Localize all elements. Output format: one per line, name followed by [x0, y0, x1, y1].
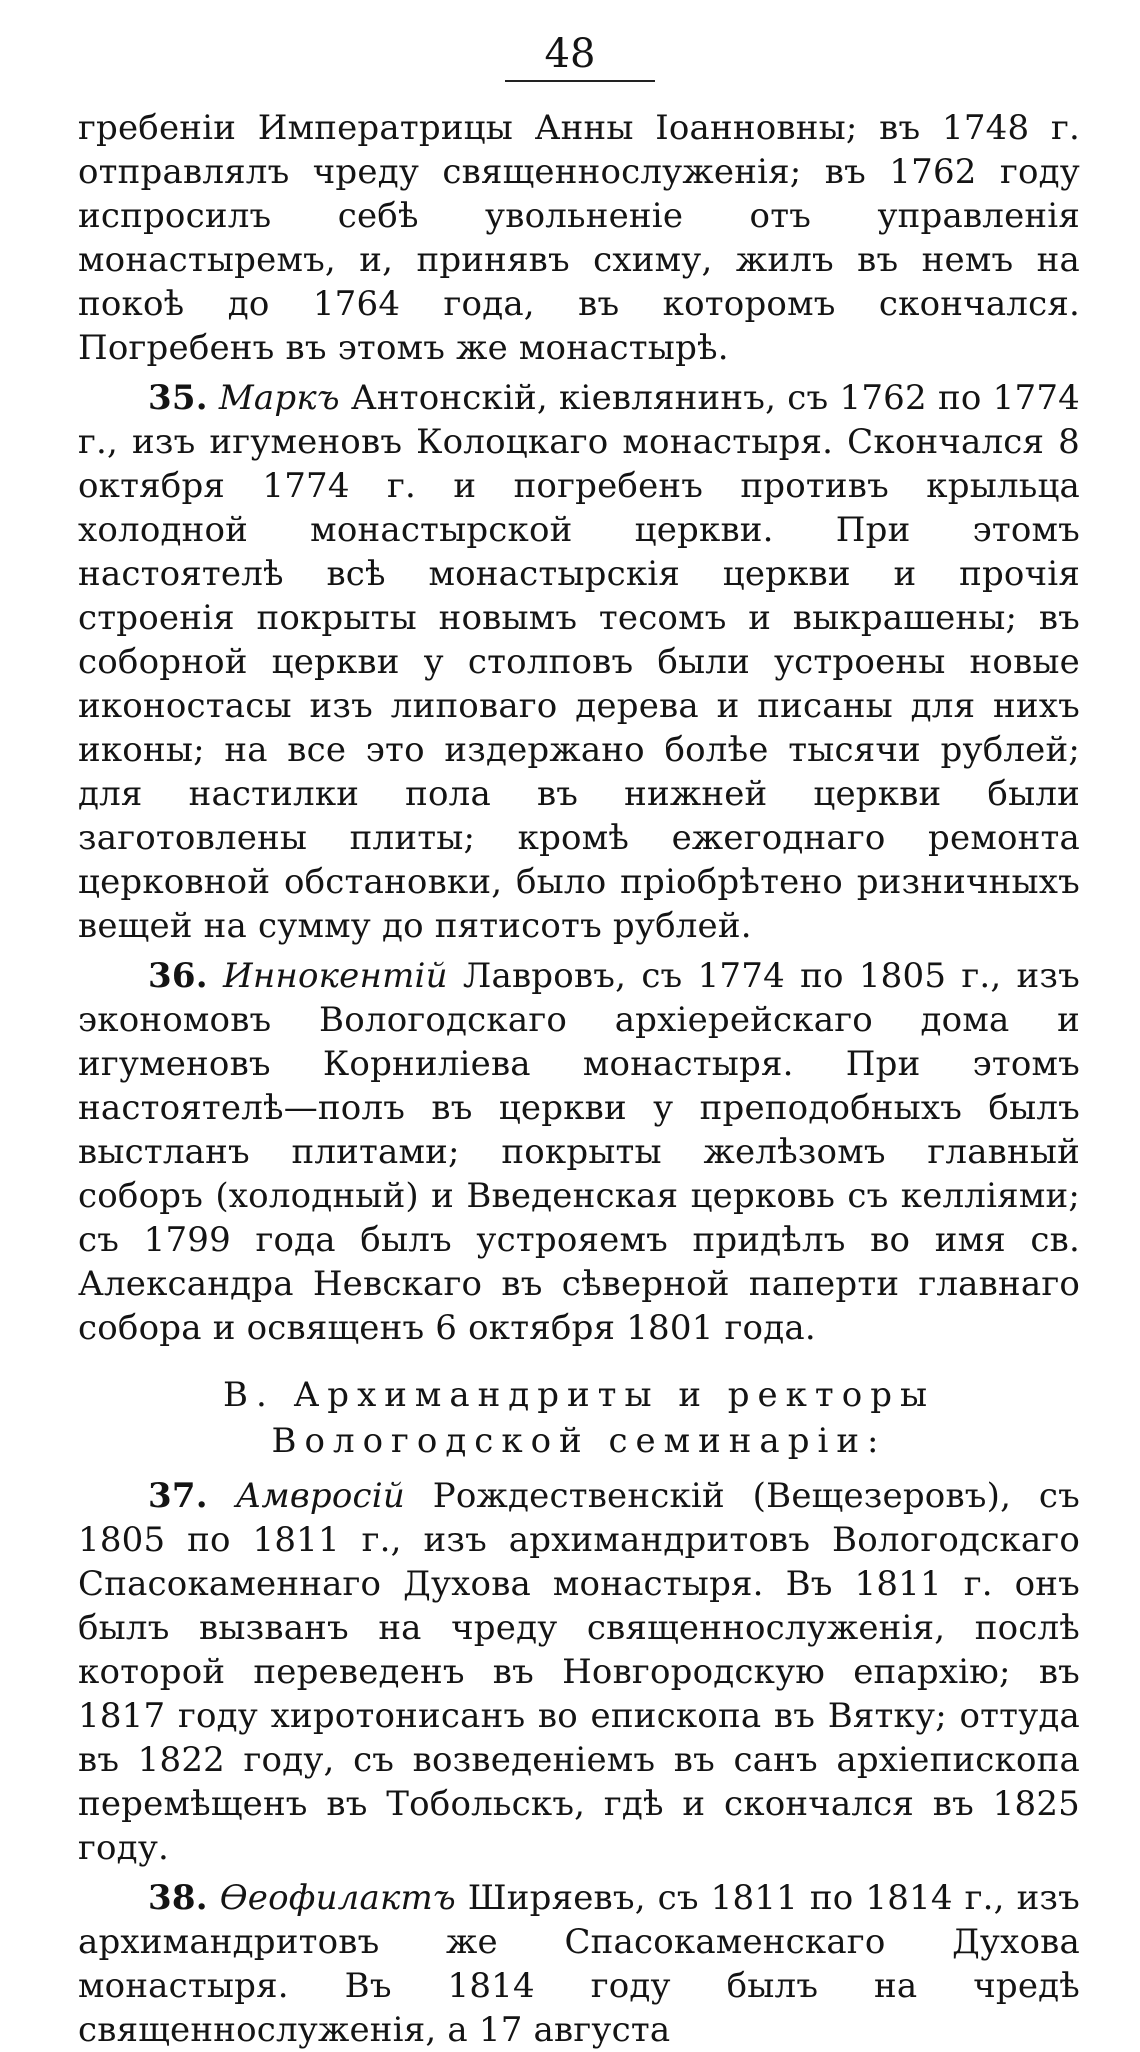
entry-name: Иннокентiй	[222, 956, 448, 996]
page-number: 48	[544, 31, 596, 77]
entry-name: Амвросiй	[235, 1476, 405, 1516]
section-heading: В. Архимандриты и ректоры Вологодской семинарiи:	[222, 1375, 936, 1461]
entry-36	[78, 954, 1080, 1350]
entry-number: 35.	[148, 378, 208, 418]
entry-35	[78, 376, 1080, 948]
body-text	[78, 106, 1080, 2052]
entry-text: Рождественскiй (Вещезеровъ), съ 1805 по 1811 г., изъ архимандритовъ Вологодскаго Спасокаменнаго Духова монастыря. Въ 1811 г. онъ былъ вызванъ на чреду священнослуженiя, послѣ которой переведенъ въ Новгородскую епархiю; въ 1817 году хиротонисанъ во епископа въ Вятку; оттуда въ 1822 году, съ возведенiемъ въ санъ архiепископа перемѣщенъ въ Тобольскъ, гдѣ и скончался въ 1825 году.	[78, 1476, 1080, 1868]
entry-name: Ѳеофилактъ	[219, 1878, 456, 1918]
entry-number: 36.	[148, 956, 208, 996]
entry-number: 38.	[148, 1878, 208, 1918]
entry-37	[78, 1474, 1080, 1870]
entry-name: Маркъ	[218, 378, 340, 418]
entry-text: Лавровъ, съ 1774 по 1805 г., изъ экономовъ Вологодскаго архiерейскаго дома и игуменовъ Корнилiева монастыря. При этомъ настоятелѣ—полъ въ церкви у преподобныхъ былъ выстланъ плитами; покрыты желѣзомъ главный соборъ (холодный) и Введенская церковь съ келлiями; съ 1799 года былъ устрояемъ придѣлъ во имя св. Александра Невскаго въ сѣверной паперти главнаго собора и освященъ 6 октября 1801 года.	[78, 956, 1080, 1348]
entry-38	[78, 1876, 1080, 2052]
entry-text: Ширяевъ, съ 1811 по 1814 г., изъ архимандритовъ же Спасокаменскаго Духова монастыря. Въ 1814 году былъ на чредѣ священнослуженiя, а 17 августа	[78, 1878, 1081, 2050]
entry-number: 37.	[148, 1476, 208, 1516]
page-number-rule	[505, 80, 655, 82]
continuation-paragraph: гребенiи Императрицы Анны Iоанновны; въ 1748 г. отправлялъ чреду священнослуженiя; въ 1762 году испросилъ себѣ увольненiе отъ управленiя монастыремъ, и, принявъ схиму, жилъ въ немъ на покоѣ до 1764 года, въ которомъ скончался. Погребенъ въ этомъ же монастырѣ.	[78, 108, 1080, 368]
entry-text: Антонскiй, кiевлянинъ, съ 1762 по 1774 г., изъ игуменовъ Колоцкаго монастыря. Скончался 8 октября 1774 г. и погребенъ противъ крыльца холодной монастырской церкви. При этомъ настоятелѣ всѣ монастырскiя церкви и прочiя строенiя покрыты новымъ тесомъ и выкрашены; въ соборной церкви у столповъ были устроены новые иконостасы изъ липоваго дерева и писаны для нихъ иконы; на все это издержано болѣе тысячи рублей; для настилки пола въ нижней церкви были заготовлены плиты; кромѣ ежегоднаго ремонта церковной обстановки, было прiобрѣтено ризничныхъ вещей на сумму до пятисотъ рублей.	[78, 378, 1080, 946]
